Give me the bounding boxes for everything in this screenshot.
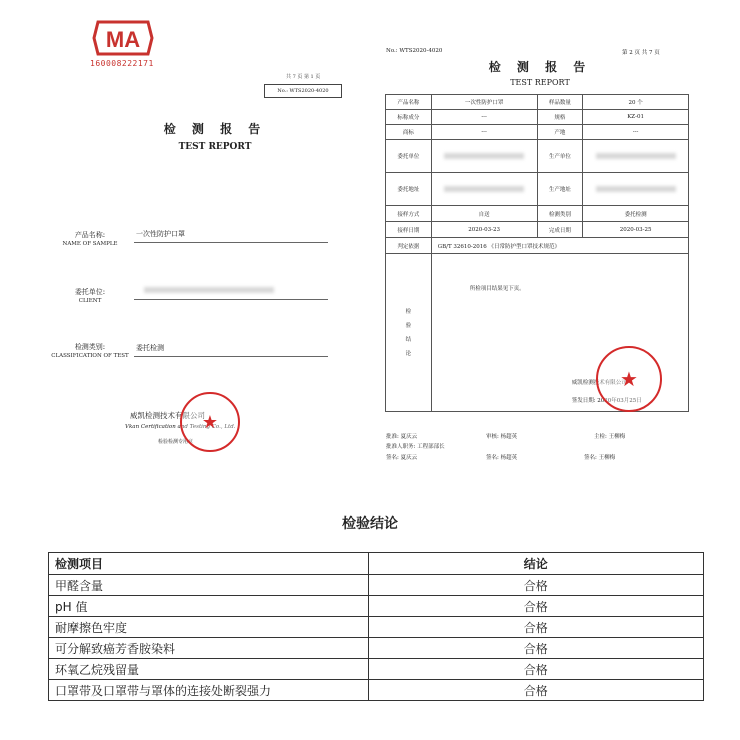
- cell-value: ---: [583, 125, 689, 140]
- table-row: [386, 206, 689, 222]
- cover-label-sample: 产品名称: NAME OF SAMPLE: [62, 231, 118, 247]
- inspector-signature: 签名: 王柳梅: [584, 455, 616, 461]
- cell-value: 委托检测: [583, 206, 689, 222]
- cover-label-classification: 检测类别: CLASSIFICATION OF TEST: [51, 343, 129, 359]
- cell-value-redacted: [583, 140, 689, 173]
- table-row: [386, 95, 689, 110]
- result-cell: 合格: [368, 659, 703, 680]
- cover-page-number: 共 7 页 第 1 页: [286, 74, 321, 80]
- result-cell: 合格: [368, 596, 703, 617]
- cell-label: 产品名称: [386, 95, 432, 110]
- item-cell: 环氧乙烷残留量: [49, 659, 369, 680]
- cell-label: 样品数量: [537, 95, 583, 110]
- cell-value: ---: [431, 125, 537, 140]
- table-row: [49, 596, 704, 617]
- cell-value: 自送: [431, 206, 537, 222]
- report-number: No.: WTS2020-4020: [386, 48, 443, 54]
- result-cell: 合格: [368, 617, 703, 638]
- cell-label: 生产地址: [537, 173, 583, 206]
- cell-value-redacted: [431, 140, 537, 173]
- result-cell: 合格: [368, 575, 703, 596]
- cell-label: 接样日期: [386, 222, 432, 238]
- cell-value: KZ-01: [583, 110, 689, 125]
- conclusion-title: 检验结论: [342, 516, 398, 532]
- issuer-name: 威凯检测技术有限公司: [571, 380, 627, 386]
- reviewer-line: 审核: 杨超英: [486, 434, 518, 440]
- table-row: [386, 110, 689, 125]
- report-stamp: [596, 346, 662, 412]
- cover-company-cn: 威凯检测技术有限公司: [130, 411, 205, 420]
- header-result: 结论: [368, 553, 703, 575]
- table-row: [49, 638, 704, 659]
- conclusion-table: [48, 552, 704, 701]
- cma-number: 160008222171: [90, 59, 154, 68]
- item-cell: 耐摩擦色牢度: [49, 617, 369, 638]
- report-subtitle: TEST REPORT: [510, 78, 570, 87]
- cell-label: 委托单位: [386, 140, 432, 173]
- reviewer-signature: 签名: 杨超英: [486, 455, 518, 461]
- cell-value: ---: [431, 110, 537, 125]
- item-cell: 甲醛含量: [49, 575, 369, 596]
- cell-label: 完成日期: [537, 222, 583, 238]
- cover-company-en: Vkan Certification and Testing Co., Ltd.: [125, 424, 236, 430]
- cover-title: 检 测 报 告: [163, 122, 267, 136]
- cell-label: 规格: [537, 110, 583, 125]
- conclusion-label: 检 验 结 论: [386, 254, 432, 412]
- cell-value: 2020-03-23: [431, 222, 537, 238]
- star-icon: ★: [201, 411, 219, 433]
- table-header-row: [49, 553, 704, 575]
- cell-label: 产地: [537, 125, 583, 140]
- cell-label: 接样方式: [386, 206, 432, 222]
- cell-label: 生产单位: [537, 140, 583, 173]
- star-icon: ★: [620, 367, 638, 391]
- cell-label: 判定依据: [386, 238, 432, 254]
- table-row: [386, 140, 689, 173]
- table-row: [49, 617, 704, 638]
- basis-value: GB/T 32610-2016 《日常防护型口罩技术规范》: [431, 238, 688, 254]
- table-row: [49, 575, 704, 596]
- sign-date: 签发日期: 2020年03月25日: [571, 398, 642, 404]
- cma-logo: [92, 20, 154, 56]
- approver-line: 批准: 夏庆云: [386, 434, 418, 440]
- table-row: [386, 125, 689, 140]
- cell-value-redacted: [583, 173, 689, 206]
- cover-value-sample: 一次性防护口罩: [134, 229, 328, 243]
- cell-label: 标称成分: [386, 110, 432, 125]
- table-row: [49, 680, 704, 701]
- table-row: [49, 659, 704, 680]
- inspector-line: 主检: 王柳梅: [594, 434, 626, 440]
- item-cell: pH 值: [49, 596, 369, 617]
- cell-label: 委托地址: [386, 173, 432, 206]
- cell-value-redacted: [431, 173, 537, 206]
- cover-value-classification: 委托检测: [134, 343, 328, 357]
- cell-label: 商标: [386, 125, 432, 140]
- cell-value: 一次性防护口罩: [431, 95, 537, 110]
- report-title: 检 测 报 告: [488, 60, 592, 74]
- cover-stamp: [180, 392, 240, 452]
- result-cell: 合格: [368, 638, 703, 659]
- cover-value-client: [134, 286, 328, 300]
- item-cell: 可分解致癌芳香胺染料: [49, 638, 369, 659]
- cover-company-dept: 检验检测专用章: [158, 439, 194, 445]
- approver-title: 批准人职务: 工程部部长: [386, 444, 445, 450]
- cover-subtitle: TEST REPORT: [178, 142, 252, 152]
- table-row: [386, 238, 689, 254]
- cell-value: 2020-03-25: [583, 222, 689, 238]
- svg-text:MA: MA: [105, 27, 141, 52]
- cover-label-client: 委托单位: CLIENT: [74, 288, 106, 304]
- cell-value: 20 个: [583, 95, 689, 110]
- item-cell: 口罩带及口罩带与罩体的连接处断裂强力: [49, 680, 369, 701]
- cell-label: 检测类别: [537, 206, 583, 222]
- report-page-number: 第 2 页 共 7 页: [622, 50, 660, 56]
- table-row: [386, 222, 689, 238]
- cover-report-number: No.: WTS2020-4020: [264, 84, 342, 98]
- table-row: [386, 173, 689, 206]
- result-cell: 合格: [368, 680, 703, 701]
- approver-signature: 签名: 夏庆云: [386, 455, 418, 461]
- header-item: 检测项目: [49, 553, 369, 575]
- conclusion-text: 所检项目结果见下页。: [469, 286, 525, 292]
